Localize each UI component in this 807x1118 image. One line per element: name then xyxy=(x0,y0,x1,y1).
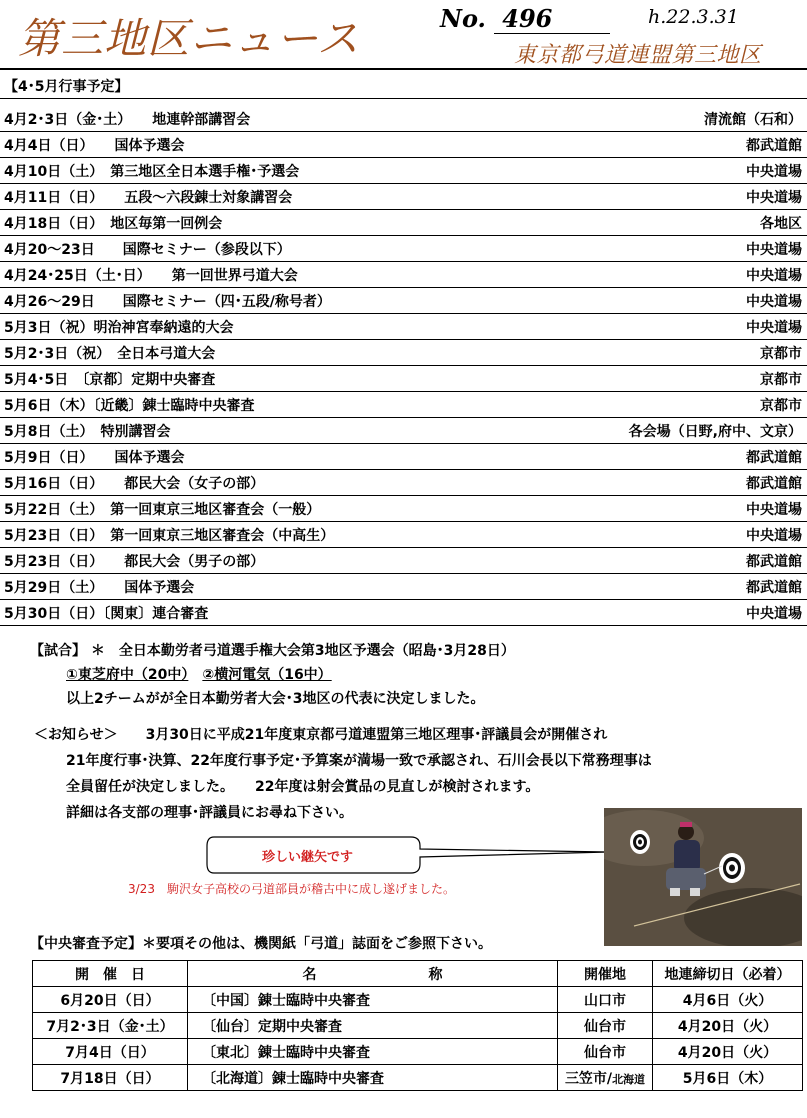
central-exam-heading: 【中央審査予定】＊要項その他は、機関紙「弓道」誌面をご参照下さい。 xyxy=(30,936,492,952)
schedule-row xyxy=(0,106,807,132)
schedule-venue: 中央道場 xyxy=(746,268,802,284)
schedule-row xyxy=(0,548,807,574)
schedule-date-event: 5月9日（日） 国体予選会 xyxy=(4,450,185,466)
schedule-row xyxy=(0,522,807,548)
schedule-row xyxy=(0,574,807,600)
organization-name: 東京都弓道連盟第三地区 xyxy=(514,43,762,68)
exam-place xyxy=(558,1013,653,1039)
masthead-rule xyxy=(0,68,807,70)
schedule-date-event: 5月6日（木）〔近畿〕錬士臨時中央審査 xyxy=(4,398,255,414)
schedule-row xyxy=(0,262,807,288)
column-header-name: 名 称 xyxy=(188,961,558,987)
exam-deadline: 5月6日（木） xyxy=(653,1065,803,1091)
table-row xyxy=(33,1065,803,1091)
schedule-date-event: 4月4日（日） 国体予選会 xyxy=(4,138,185,154)
schedule-date-event: 4月18日（日） 地区毎第一回例会 xyxy=(4,216,223,232)
exam-place-text: 三笠市/ xyxy=(564,1070,613,1087)
exam-place xyxy=(558,1065,653,1091)
callout-text: 珍しい継矢です xyxy=(262,850,354,865)
photo-illustration xyxy=(604,808,802,946)
match-result: 以上2チームがが全日本勤労者大会･3地区の代表に決定しました。 xyxy=(66,691,485,707)
exam-date: 7月4日（日） xyxy=(33,1039,188,1065)
schedule-date-event: 5月8日（土） 特別講習会 xyxy=(4,424,171,440)
team-first: ①東芝府中（20中） xyxy=(66,667,189,683)
schedule-date-event: 5月2･3日（祝） 全日本弓道大会 xyxy=(4,346,216,362)
exam-place-text: 山口市 xyxy=(584,992,626,1009)
schedule-date-event: 5月22日（土） 第一回東京三地区審査会（一般） xyxy=(4,502,321,518)
schedule-venue: 京都市 xyxy=(760,372,802,388)
table-row xyxy=(33,987,803,1013)
schedule-date-event: 5月29日（土） 国体予選会 xyxy=(4,580,195,596)
schedule-venue: 京都市 xyxy=(760,398,802,414)
exam-name: 〔北海道〕錬士臨時中央審査 xyxy=(188,1065,558,1091)
newsletter-title: 第三地区ニュース xyxy=(18,14,360,63)
schedule-venue: 中央道場 xyxy=(746,190,802,206)
table-row xyxy=(33,1013,803,1039)
schedule-venue: 都武道館 xyxy=(746,554,802,570)
schedule-row xyxy=(0,158,807,184)
schedule-date-event: 4月20～23日 国際セミナー（参段以下） xyxy=(4,242,291,258)
schedule-date-event: 4月2･3日（金･土） 地連幹部講習会 xyxy=(4,112,251,128)
exam-place-text: 仙台市 xyxy=(584,1044,626,1061)
schedule-row xyxy=(0,444,807,470)
schedule-venue: 中央道場 xyxy=(746,320,802,336)
schedule-date-event: 5月30日（日）〔関東〕連合審査 xyxy=(4,606,209,622)
schedule-venue: 中央道場 xyxy=(746,606,802,622)
issue-label: No. xyxy=(440,4,486,33)
schedule-venue: 中央道場 xyxy=(746,502,802,518)
notice-line-3: 全員留任が決定しました。 22年度は射会賞品の見直しが検討されます。 xyxy=(66,779,540,795)
schedule-row xyxy=(0,418,807,444)
schedule-venue: 中央道場 xyxy=(746,528,802,544)
exam-name: 〔東北〕錬士臨時中央審査 xyxy=(188,1039,558,1065)
exam-place-text: 仙台市 xyxy=(584,1018,626,1035)
schedule-row xyxy=(0,210,807,236)
schedule-venue: 都武道館 xyxy=(746,450,802,466)
issue-date: h.22.3.31 xyxy=(648,6,739,28)
match-line: 【試合】 ＊ 全日本勤労者弓道選手権大会第3地区予選会（昭島･3月28日） xyxy=(30,643,515,659)
photo-caption: 3/23 駒沢女子高校の弓道部員が稽古中に成し遂げました。 xyxy=(128,882,455,896)
schedule-venue: 都武道館 xyxy=(746,138,802,154)
exam-deadline: 4月20日（火） xyxy=(653,1013,803,1039)
column-header-date: 開 催 日 xyxy=(33,961,188,987)
notice-line-2: 21年度行事･決算、22年度行事予定･予算案が満場一致で承認され、石川会長以下常務理事は xyxy=(66,753,652,769)
exam-date: 7月18日（日） xyxy=(33,1065,188,1091)
table-row xyxy=(33,1039,803,1065)
schedule-row xyxy=(0,600,807,626)
schedule-venue: 各会場（日野,府中、文京） xyxy=(628,424,802,440)
table-header-row xyxy=(33,961,803,987)
schedule-list xyxy=(0,106,807,626)
exam-date: 6月20日（日） xyxy=(33,987,188,1013)
column-header-deadline: 地連締切日（必着） xyxy=(653,961,803,987)
exam-deadline: 4月6日（火） xyxy=(653,987,803,1013)
exam-name: 〔中国〕錬士臨時中央審査 xyxy=(188,987,558,1013)
schedule-venue: 中央道場 xyxy=(746,242,802,258)
exam-place xyxy=(558,987,653,1013)
schedule-row xyxy=(0,496,807,522)
schedule-date-event: 4月11日（日） 五段～六段錬士対象講習会 xyxy=(4,190,293,206)
schedule-date-event: 4月24･25日（土･日） 第一回世界弓道大会 xyxy=(4,268,298,284)
schedule-row xyxy=(0,392,807,418)
schedule-venue: 清流館（石和） xyxy=(704,112,802,128)
schedule-row xyxy=(0,314,807,340)
notice-line-1: ＜お知らせ＞ 3月30日に平成21年度東京都弓道連盟第三地区理事･評議員会が開催され xyxy=(34,727,608,743)
schedule-top-rule xyxy=(0,98,807,99)
schedule-date-event: 5月4･5日 〔京都〕定期中央審査 xyxy=(4,372,216,388)
schedule-venue: 都武道館 xyxy=(746,476,802,492)
schedule-venue: 京都市 xyxy=(760,346,802,362)
schedule-date-event: 5月23日（日） 都民大会（男子の部） xyxy=(4,554,265,570)
schedule-venue: 中央道場 xyxy=(746,294,802,310)
team-second: ②横河電気（16中） xyxy=(202,667,332,683)
schedule-venue: 中央道場 xyxy=(746,164,802,180)
issue-number-value: 496 xyxy=(494,4,610,34)
schedule-row xyxy=(0,132,807,158)
schedule-date-event: 5月23日（日） 第一回東京三地区審査会（中高生） xyxy=(4,528,335,544)
column-header-place: 開催地 xyxy=(558,961,653,987)
issue-number xyxy=(440,4,610,34)
schedule-date-event: 5月16日（日） 都民大会（女子の部） xyxy=(4,476,265,492)
notice-line-4: 詳細は各支部の理事･評議員にお尋ね下さい。 xyxy=(66,805,353,821)
schedule-heading: 【4･5月行事予定】 xyxy=(4,79,129,95)
exam-place xyxy=(558,1039,653,1065)
schedule-row xyxy=(0,470,807,496)
schedule-venue: 都武道館 xyxy=(746,580,802,596)
schedule-row xyxy=(0,340,807,366)
schedule-row xyxy=(0,184,807,210)
exam-place-note: 北海道 xyxy=(612,1072,646,1086)
schedule-row xyxy=(0,236,807,262)
schedule-venue: 各地区 xyxy=(760,216,802,232)
photo-archer-with-targets xyxy=(604,808,802,946)
schedule-date-event: 4月10日（土） 第三地区全日本選手権･予選会 xyxy=(4,164,300,180)
schedule-row xyxy=(0,366,807,392)
schedule-date-event: 5月3日（祝）明治神宮奉納遠的大会 xyxy=(4,320,234,336)
exam-date: 7月2･3日（金･土） xyxy=(33,1013,188,1039)
match-teams xyxy=(66,664,332,684)
exam-deadline: 4月20日（火） xyxy=(653,1039,803,1065)
exam-name: 〔仙台〕定期中央審査 xyxy=(188,1013,558,1039)
schedule-date-event: 4月26～29日 国際セミナー（四･五段/称号者） xyxy=(4,294,331,310)
schedule-row xyxy=(0,288,807,314)
central-exam-table xyxy=(32,960,803,1091)
